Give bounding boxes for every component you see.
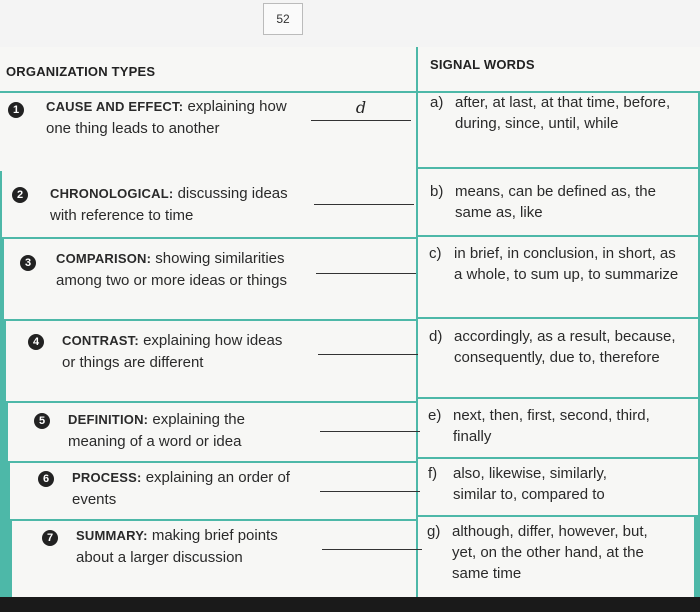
row-6-answer-blank[interactable] [320,469,420,492]
row-1-signal-letter: a) [430,94,444,111]
header-organization-types: ORGANIZATION TYPES [6,64,156,79]
row-4-answer-blank[interactable] [318,332,418,355]
row-5-signal-letter: e) [428,407,442,424]
row-6-signal-letter: f) [428,465,438,482]
row-5-number-badge: 5 [34,413,50,429]
row-2-type-description: discussing ideas with reference to time [50,185,288,224]
row-4-signal-letter: d) [429,328,443,345]
page-number: 52 [263,3,303,35]
row-3-answer-blank[interactable] [316,251,416,274]
row-2-type [50,183,300,227]
row-6-type [72,467,302,511]
row-2-signal-words: means, can be defined as, the same as, like [455,183,656,221]
row-2-answer-blank[interactable] [314,182,414,205]
row-3-type [56,248,296,292]
row-7-number-badge: 7 [42,530,58,546]
row-7-type [76,525,306,569]
row-1-type-description: explaining how one thing leads to another [46,98,287,137]
row-1-type-name: CAUSE AND EFFECT: [46,99,184,114]
row-5-type-description: explaining the meaning of a word or idea [68,411,245,450]
header-signal-words: SIGNAL WORDS [430,57,535,72]
row-5-signal-words: next, then, first, second, third, finally [453,407,650,445]
bottom-shadow-bar [0,597,700,612]
row-4-type-description: explaining how ideas or things are different [62,332,283,371]
row-7-signal-letter: g) [427,523,441,540]
row-6-type-name: PROCESS: [72,470,142,485]
row-7-type-name: SUMMARY: [76,528,148,543]
row-4-number-badge: 4 [28,334,44,350]
row-3-signal-letter: c) [429,245,442,262]
row-1-answer-blank[interactable]: d [311,98,411,121]
row-3-signal-words: in brief, in conclusion, in short, as a whole, to sum up, to summarize [454,245,679,283]
row-1-signal-words: after, at last, at that time, before, during, since, until, while [455,94,671,132]
row-4-signal-words: accordingly, as a result, because, consequently, due to, therefore [454,328,676,366]
row-5-type-name: DEFINITION: [68,412,149,427]
row-7-signal-words: although, differ, however, but, yet, on the other hand, at the same time [452,523,648,582]
row-6-type-description: explaining an order of events [72,469,290,508]
row-2-number-badge: 2 [12,187,28,203]
row-1-number-badge: 1 [8,102,24,118]
row-4-type-name: CONTRAST: [62,333,139,348]
row-7-answer-blank[interactable] [322,527,422,550]
row-6-signal-words: also, likewise, similarly, similar to, compared to [453,465,607,503]
row-6-number-badge: 6 [38,471,54,487]
row-3-type-name: COMPARISON: [56,251,152,266]
row-2-signal-letter: b) [430,183,444,200]
row-5-answer-blank[interactable] [320,409,420,432]
row-4-type [62,330,292,374]
row-5-type [68,409,288,453]
row-1-type [46,96,301,140]
row-7-type-description: making brief points about a larger discussion [76,527,278,566]
row-3-number-badge: 3 [20,255,36,271]
row-2-type-name: CHRONOLOGICAL: [50,186,174,201]
matching-table [0,47,700,597]
row-3-type-description: showing similarities among two or more ideas or things [56,250,287,289]
